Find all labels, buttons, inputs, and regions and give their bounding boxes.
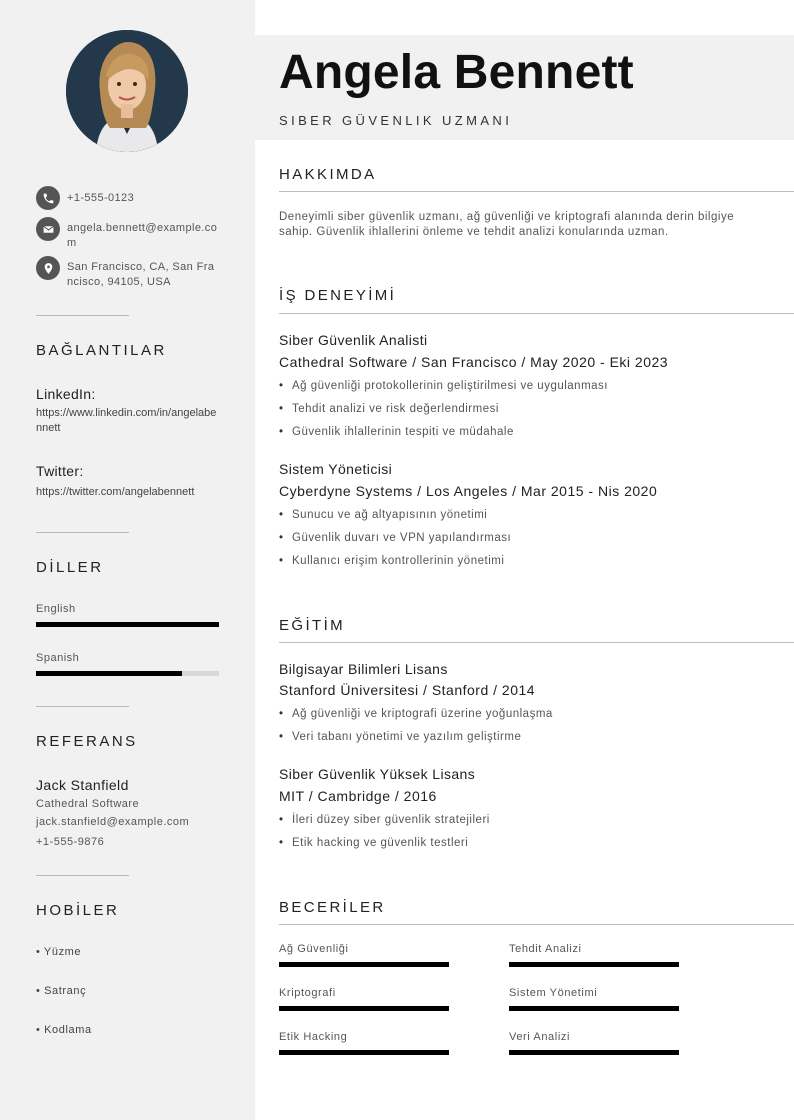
linkedin-label: LinkedIn: xyxy=(36,386,96,402)
sidebar xyxy=(0,0,255,1120)
linkedin-link[interactable]: https://www.linkedin.com/in/angelabennett xyxy=(36,407,217,434)
twitter-label: Twitter: xyxy=(36,463,84,479)
job-bullet: • Ağ güvenliği protokollerinin geliştirilmesi ve uygulanması xyxy=(279,380,609,392)
experience-heading: İŞ DENEYİMİ xyxy=(279,287,397,304)
degree-subtitle: Stanford Üniversitesi / Stanford / 2014 xyxy=(279,682,536,698)
reference-company: Cathedral Software xyxy=(36,798,140,810)
bullet-text: Güvenlik duvarı ve VPN yapılandırması xyxy=(292,532,512,544)
about-heading: HAKKIMDA xyxy=(279,166,377,183)
candidate-name: Angela Bennett xyxy=(279,46,634,99)
job-bullet: • Tehdit analizi ve risk değerlendirmesi xyxy=(279,403,499,415)
skill-level-fill xyxy=(509,1050,679,1055)
skill-name: Tehdit Analizi xyxy=(509,943,582,955)
skill-level-bar xyxy=(509,1050,679,1055)
bullet-text: İleri düzey siber güvenlik stratejileri xyxy=(292,814,490,826)
divider xyxy=(36,706,129,707)
skills-heading: BECERİLER xyxy=(279,899,386,916)
divider xyxy=(36,875,129,876)
skill-level-fill xyxy=(279,1006,449,1011)
skill-level-fill xyxy=(279,1050,449,1055)
degree-bullet: • İleri düzey siber güvenlik stratejileri xyxy=(279,814,490,826)
language-level-fill xyxy=(36,671,182,676)
job-title: Sistem Yöneticisi xyxy=(279,461,393,477)
language-level-bar xyxy=(36,622,219,627)
education-heading: EĞİTİM xyxy=(279,617,346,634)
reference-heading: REFERANS xyxy=(36,733,138,750)
skill-level-bar xyxy=(509,1006,679,1011)
job-bullet: • Kullanıcı erişim kontrollerinin yönetimi xyxy=(279,555,505,567)
degree-bullet: • Ağ güvenliği ve kriptografi üzerine yoğunlaşma xyxy=(279,708,553,720)
degree-bullet: • Veri tabanı yönetimi ve yazılım geliştirme xyxy=(279,731,522,743)
bullet-text: Güvenlik ihlallerinin tespiti ve müdahale xyxy=(292,426,514,438)
hobby-item: • Yüzme xyxy=(36,946,82,958)
skill-name: Etik Hacking xyxy=(279,1031,348,1043)
about-text: Deneyimli siber güvenlik uzmanı, ağ güvenliği ve kriptografi alanında derin bilgiye sahip. Güvenlik ihlallerini önleme ve tehdit analizi konularında uzman. xyxy=(279,211,735,238)
job-subtitle: Cyberdyne Systems / Los Angeles / Mar 2015 - Nis 2020 xyxy=(279,483,658,499)
envelope-icon xyxy=(36,217,60,241)
degree-subtitle: MIT / Cambridge / 2016 xyxy=(279,788,437,804)
language-level-bar xyxy=(36,671,219,676)
job-bullet: • Güvenlik ihlallerinin tespiti ve müdahale xyxy=(279,426,514,438)
hobbies-heading: HOBİLER xyxy=(36,902,120,919)
contact-email xyxy=(36,217,219,251)
divider xyxy=(36,532,129,533)
skill-level-bar xyxy=(279,1050,449,1055)
degree-bullet: • Etik hacking ve güvenlik testleri xyxy=(279,837,469,849)
bullet-text: Sunucu ve ağ altyapısının yönetimi xyxy=(292,509,488,521)
degree-title: Siber Güvenlik Yüksek Lisans xyxy=(279,766,476,782)
hobby-item: • Satranç xyxy=(36,985,87,997)
bullet-text: Etik hacking ve güvenlik testleri xyxy=(292,837,469,849)
job-title: Siber Güvenlik Analisti xyxy=(279,332,428,348)
bullet-text: Tehdit analizi ve risk değerlendirmesi xyxy=(292,403,499,415)
profile-photo xyxy=(66,30,188,152)
job-subtitle: Cathedral Software / San Francisco / May 2020 - Eki 2023 xyxy=(279,354,669,370)
language-level-fill xyxy=(36,622,219,627)
profile-photo-illustration xyxy=(66,30,188,152)
degree-title: Bilgisayar Bilimleri Lisans xyxy=(279,661,448,677)
skill-level-fill xyxy=(509,962,679,967)
candidate-role: SIBER GÜVENLIK UZMANI xyxy=(279,113,513,128)
phone-icon xyxy=(36,186,60,210)
skill-level-bar xyxy=(279,1006,449,1011)
address-text: San Francisco, CA, San Francisco, 94105, USA xyxy=(67,261,215,288)
language-name: English xyxy=(36,603,76,615)
email-text[interactable]: angela.bennett@example.com xyxy=(67,222,218,249)
skill-level-fill xyxy=(279,962,449,967)
hobby-item: • Kodlama xyxy=(36,1024,92,1036)
phone-text: +1-555-0123 xyxy=(67,192,135,204)
language-name: Spanish xyxy=(36,652,80,664)
reference-phone: +1-555-9876 xyxy=(36,836,105,848)
skill-level-bar xyxy=(509,962,679,967)
section-rule xyxy=(279,313,794,314)
skill-level-bar xyxy=(279,962,449,967)
twitter-link[interactable]: https://twitter.com/angelabennett xyxy=(36,486,195,498)
reference-name: Jack Stanfield xyxy=(36,777,129,793)
main-content xyxy=(255,0,794,1120)
links-heading: BAĞLANTILAR xyxy=(36,342,167,359)
skill-level-fill xyxy=(509,1006,679,1011)
map-pin-icon xyxy=(36,256,60,280)
skill-name: Kriptografi xyxy=(279,987,336,999)
job-bullet: • Sunucu ve ağ altyapısının yönetimi xyxy=(279,509,488,521)
contact-phone xyxy=(36,186,219,210)
bullet-text: Ağ güvenliği ve kriptografi üzerine yoğunlaşma xyxy=(292,708,553,720)
contact-address xyxy=(36,256,219,290)
divider xyxy=(36,315,129,316)
bullet-text: Kullanıcı erişim kontrollerinin yönetimi xyxy=(292,555,505,567)
languages-heading: DİLLER xyxy=(36,559,104,576)
section-rule xyxy=(279,191,794,192)
skill-name: Veri Analizi xyxy=(509,1031,571,1043)
skill-name: Sistem Yönetimi xyxy=(509,987,598,999)
section-rule xyxy=(279,642,794,643)
bullet-text: Ağ güvenliği protokollerinin geliştirilmesi ve uygulanması xyxy=(292,380,609,392)
bullet-text: Veri tabanı yönetimi ve yazılım geliştirme xyxy=(292,731,522,743)
section-rule xyxy=(279,924,794,925)
skill-name: Ağ Güvenliği xyxy=(279,943,349,955)
reference-email[interactable]: jack.stanfield@example.com xyxy=(36,816,190,828)
job-bullet: • Güvenlik duvarı ve VPN yapılandırması xyxy=(279,532,512,544)
